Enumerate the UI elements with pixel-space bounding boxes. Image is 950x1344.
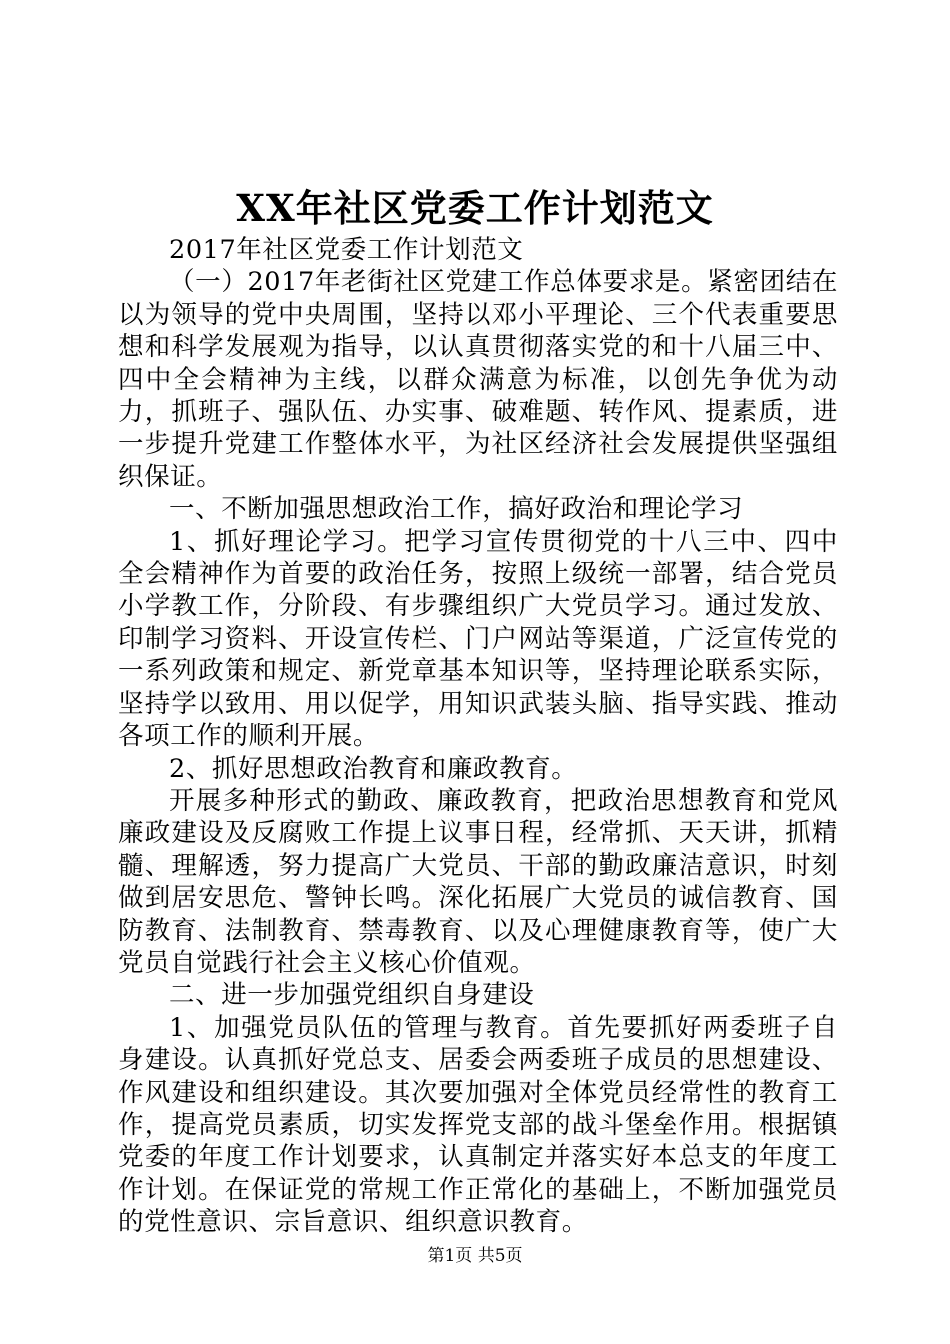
page-number-footer: 第1页 共5页 <box>427 1246 523 1266</box>
paragraph-political-education-heading: 2、抓好思想政治教育和廉政教育。 <box>169 753 578 784</box>
paragraph-party-management: 1、加强党员队伍的管理与教育。首先要抓好两委班子自身建设。认真抓好党总支、居委会两委班子成员的思想建设、作风建设和组织建设。其次要加强对全体党员经常性的教育工作，提高党员素质，切实发挥党支部的战斗堡垒作用。根据镇党委的年度工作计划要求，认真制定并落实好本总支的年度工作计划。在保证党的常规工作正常化的基础上，不断加强党员的党性意识、宗旨意识、组织意识教育。 <box>118 1012 838 1238</box>
section-heading-2: 二、进一步加强党组织自身建设 <box>169 980 535 1011</box>
document-title: XX年社区党委工作计划范文 <box>236 186 714 230</box>
document-body <box>118 234 838 1239</box>
paragraph-overview: （一）2017年老街社区党建工作总体要求是。紧密团结在以为领导的党中央周围，坚持以邓小平理论、三个代表重要思想和科学发展观为指导，以认真贯彻落实党的和十八届三中、四中全会精神为主线，以群众满意为标准，以创先争优为动力，抓班子、强队伍、办实事、破难题、转作风、提素质，进一步提升党建工作整体水平，为社区经济社会发展提供坚强组织保证。 <box>118 267 838 492</box>
section-heading-1: 一、不断加强思想政治工作，搞好政治和理论学习 <box>169 494 744 525</box>
paragraph-theory-study: 1、抓好理论学习。把学习宣传贯彻党的十八三中、四中全会精神作为首要的政治任务，按照上级统一部署，结合党员小学教工作，分阶段、有步骤组织广大党员学习。通过发放、印制学习资料、开设宣传栏、门户网站等渠道，广泛宣传党的一系列政策和规定、新党章基本知识等，坚持理论联系实际，坚持学以致用、用以促学，用知识武装头脑、指导实践、推动各项工作的顺利开展。 <box>118 526 838 752</box>
paragraph-subtitle: 2017年社区党委工作计划范文 <box>169 235 524 265</box>
paragraph-political-education: 开展多种形式的勤政、廉政教育，把政治思想教育和党风廉政建设及反腐败工作提上议事日程，经常抓、天天讲，抓精髓、理解透，努力提高广大党员、干部的勤政廉洁意识，时刻做到居安思危、警钟长鸣。深化拓展广大党员的诚信教育、国防教育、法制教育、禁毒教育、以及心理健康教育等，使广大党员自觉践行社会主义核心价值观。 <box>118 785 838 978</box>
